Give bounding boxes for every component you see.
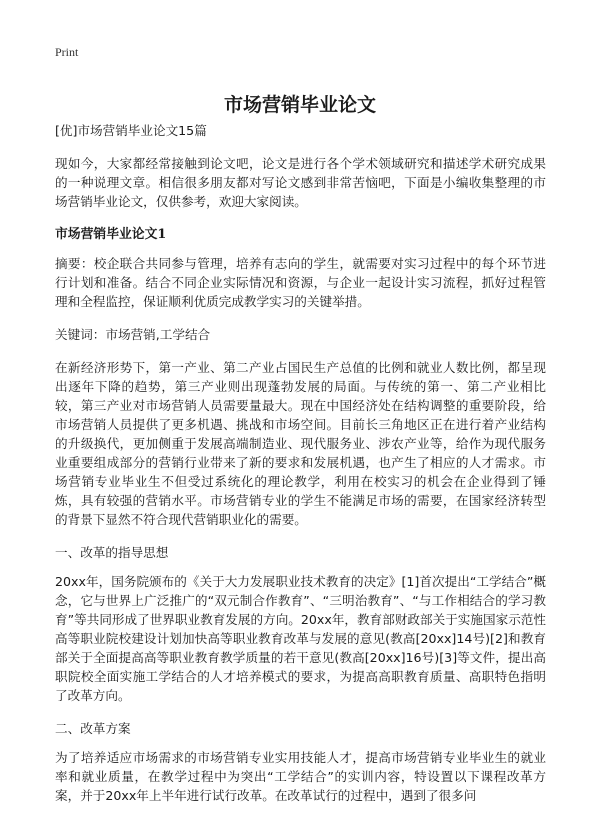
page-title: 市场营销毕业论文 <box>223 93 376 116</box>
intro-paragraph: 现如今，大家都经常接触到论文吧，论文是进行各个学术领域研究和描述学术研究成果的一种说理文章。相信很多朋友都对写论文感到非常苦恼吧，下面是小编收集整理的市场营销毕业论文，仅供参考，欢迎大家阅读。 <box>55 156 546 209</box>
body-paragraph: 20xx年，国务院颁布的《关于大力发展职业技术教育的决定》[1]首次提出“工学结合”概念，它与世界上广泛推广的“双元制合作教育”、“三明治教育”、“与工作相结合的学习教育”等共同形成了世界职业教育发展的方向。20xx年，教育部财政部关于实施国家示范性高等职业院校建设计划加快高等职业教育改革与发展的意见(教高[20xx]14号)[2]和教育部关于全面提高高等职业教育教学质量的若干意见(教高[20xx]16号)[3]等文件，提出高职院校全面实施工学结合的人才培养模式的要求，为提高高职教育质量、高职特色指明了改革方向。 <box>55 574 546 703</box>
keywords-line: 关键词：市场营销,工学结合 <box>55 327 211 342</box>
document-body <box>55 121 546 819</box>
body-paragraph: 在新经济形势下，第一产业、第二产业占国民生产总值的比例和就业人数比例，都呈现出逐年下降的趋势，第三产业则出现蓬勃发展的局面。与传统的第一、第二产业相比较，第三产业对市场营销人员需要量最大。现在中国经济处在结构调整的重要阶段，给市场营销人员提供了更多机遇、挑战和市场空间。目前长三角地区正在进行着产业结构的升级换代，更加侧重于发展高端制造业、现代服务业、涉农产业等，给作为现代服务业重要组成部分的营销行业带来了新的要求和发展机遇，也产生了相应的人才需求。市场营销专业毕业生不但受过系统化的理论教学，利用在校实习的机会在企业得到了锤炼，具有较强的营销水平。市场营销专业的学生不能满足市场的需要，在国家经济转型的背景下显然不符合现代营销职业化的需要。 <box>55 360 546 527</box>
abstract-paragraph: 摘要：校企联合共同参与管理，培养有志向的学生，就需要对实习过程中的每个环节进行计划和准备。结合不同企业实际情况和资源，与企业一起设计实习流程，抓好过程管理和全程监控，保证顺利优质完成教学实习的关键举措。 <box>55 256 546 309</box>
document-subtitle: [优]市场营销毕业论文15篇 <box>55 123 207 138</box>
print-link[interactable]: Print <box>55 45 79 59</box>
subsection-heading: 二、改革方案 <box>55 721 131 736</box>
body-paragraph: 为了培养适应市场需求的市场营销专业实用技能人才，提高市场营销专业毕业生的就业率和就业质量，在教学过程中为突出“工学结合”的实训内容，特设置以下课程改革方案，并于20xx年上半年进行试行改革。在改革试行的过程中，遇到了很多问 <box>55 750 546 803</box>
subsection-heading: 一、改革的指导思想 <box>55 545 169 560</box>
section-heading: 市场营销毕业论文1 <box>55 227 167 242</box>
